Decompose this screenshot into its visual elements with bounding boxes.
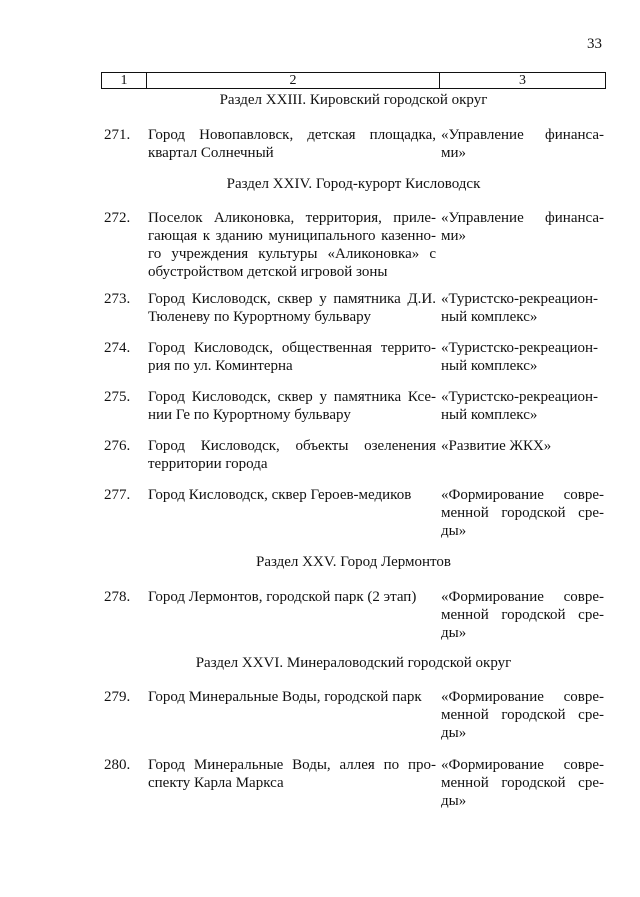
section-title: Раздел XXV. Город Лермонтов [255, 554, 451, 570]
header-col-3: 3 [519, 72, 526, 88]
row-number: 275. [104, 389, 131, 405]
section-title: Раздел XXVI. Минераловодский городской округ [195, 655, 512, 671]
header-col-1: 1 [102, 73, 147, 88]
row-number: 277. [104, 487, 131, 503]
page-number: 33 [587, 36, 602, 52]
row-number: 272. [104, 210, 131, 226]
row-place: Город Кисловодск, сквер у памятника Д.И. Тюленеву по Курортному бульвару [148, 291, 436, 325]
row-program: «Туристско-рекреацион-ный комплекс» [441, 291, 599, 325]
row-program: «Формирование совре-менной городской сре-ды» [441, 689, 604, 741]
row-program: «Туристско-рекреацион-ный комплекс» [441, 389, 599, 423]
row-place: Город Кисловодск, сквер Героев-медиков [148, 487, 412, 503]
section-title: Раздел XXIV. Город-курорт Кисловодск [226, 176, 481, 192]
row-number: 278. [104, 589, 131, 605]
row-program: «Формирование совре-менной городской сре-ды» [441, 487, 604, 539]
table-header [101, 72, 606, 89]
row-place: Город Новопавловск, детская площадка, квартал Солнечный [148, 127, 436, 161]
row-program: «Формирование совре-менной городской сре-ды» [441, 589, 604, 641]
row-program: «Развитие ЖКХ» [441, 438, 552, 454]
row-place: Город Минеральные Воды, городской парк [148, 689, 422, 705]
row-number: 273. [104, 291, 131, 307]
row-number: 279. [104, 689, 131, 705]
row-place: Город Кисловодск, сквер у памятника Ксе-нии Ге по Курортному бульвару [148, 389, 436, 423]
row-number: 274. [104, 340, 131, 356]
row-program: «Туристско-рекреацион-ный комплекс» [441, 340, 599, 374]
header-col-2: 2 [147, 73, 440, 88]
row-place: Город Кисловодск, объекты озеленения территории города [148, 438, 436, 472]
row-place: Город Минеральные Воды, аллея по про-спекту Карла Маркса [148, 757, 436, 791]
row-place: Город Лермонтов, городской парк (2 этап) [148, 589, 417, 605]
row-place: Город Кисловодск, общественная террито-рия по ул. Коминтерна [148, 340, 436, 374]
section-title: Раздел XXIII. Кировский городской округ [219, 92, 488, 108]
row-number: 271. [104, 127, 131, 143]
row-program: «Управление финанса-ми» [441, 210, 604, 244]
row-program: «Формирование совре-менной городской сре-ды» [441, 757, 604, 809]
row-number: 276. [104, 438, 131, 454]
row-program: «Управление финанса-ми» [441, 127, 604, 161]
row-place: Поселок Аликоновка, территория, приле-гающая к зданию муниципального казенно-го учреждения культуры «Аликоновка» с обустройством детской игровой зоны [148, 210, 436, 280]
row-number: 280. [104, 757, 131, 773]
